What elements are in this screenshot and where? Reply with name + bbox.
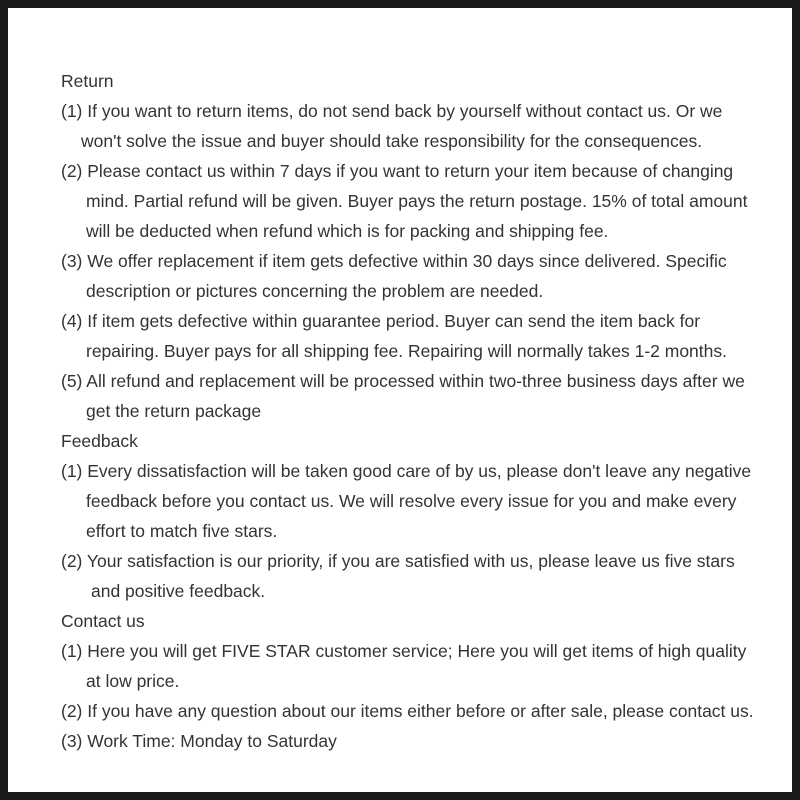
text-line: (2) Please contact us within 7 days if you want to return your item because of changing: [61, 161, 734, 181]
text-line: (3) Work Time: Monday to Saturday: [61, 731, 337, 751]
feedback-item-2: [61, 546, 791, 606]
text-line: at low price.: [86, 671, 180, 691]
text-line: effort to match five stars.: [86, 521, 278, 541]
text-line: and positive feedback.: [91, 581, 266, 601]
text-line: (4) If item gets defective within guarantee period. Buyer can send the item back for: [61, 311, 701, 331]
text-line: (2) Your satisfaction is our priority, if you are satisfied with us, please leave us five stars: [61, 551, 735, 571]
text-line: (5) All refund and replacement will be processed within two-three business days after we: [61, 371, 745, 391]
text-line: (1) If you want to return items, do not send back by yourself without contact us. Or we: [61, 101, 723, 121]
return-heading: Return: [61, 71, 114, 91]
contact-item-3: [61, 726, 791, 756]
text-line: (2) If you have any question about our items either before or after sale, please contact us.: [61, 701, 754, 721]
text-line: description or pictures concerning the problem are needed.: [86, 281, 544, 301]
text-line: (1) Every dissatisfaction will be taken good care of by us, please don't leave any negative: [61, 461, 752, 481]
text-line: get the return package: [86, 401, 262, 421]
text-line: (3) We offer replacement if item gets defective within 30 days since delivered. Specific: [61, 251, 727, 271]
return-item-4: [61, 306, 791, 366]
text-line: won't solve the issue and buyer should take responsibility for the consequences.: [81, 131, 703, 151]
return-item-3: [61, 246, 791, 306]
return-item-5: [61, 366, 791, 426]
text-line: will be deducted when refund which is for packing and shipping fee.: [86, 221, 609, 241]
text-line: mind. Partial refund will be given. Buyer pays the return postage. 15% of total amount: [86, 191, 748, 211]
text-line: (1) Here you will get FIVE STAR customer service; Here you will get items of high quality: [61, 641, 747, 661]
contact-item-2: [61, 696, 791, 726]
text-line: feedback before you contact us. We will resolve every issue for you and make every: [86, 491, 737, 511]
feedback-heading: Feedback: [61, 431, 138, 451]
contact-heading: Contact us: [61, 611, 145, 631]
feedback-item-1: [61, 456, 791, 546]
text-line: repairing. Buyer pays for all shipping fee. Repairing will normally takes 1-2 months.: [86, 341, 727, 361]
return-item-1: [61, 96, 791, 156]
contact-item-1: [61, 636, 791, 696]
policy-text: [61, 66, 791, 756]
return-item-2: [61, 156, 791, 246]
